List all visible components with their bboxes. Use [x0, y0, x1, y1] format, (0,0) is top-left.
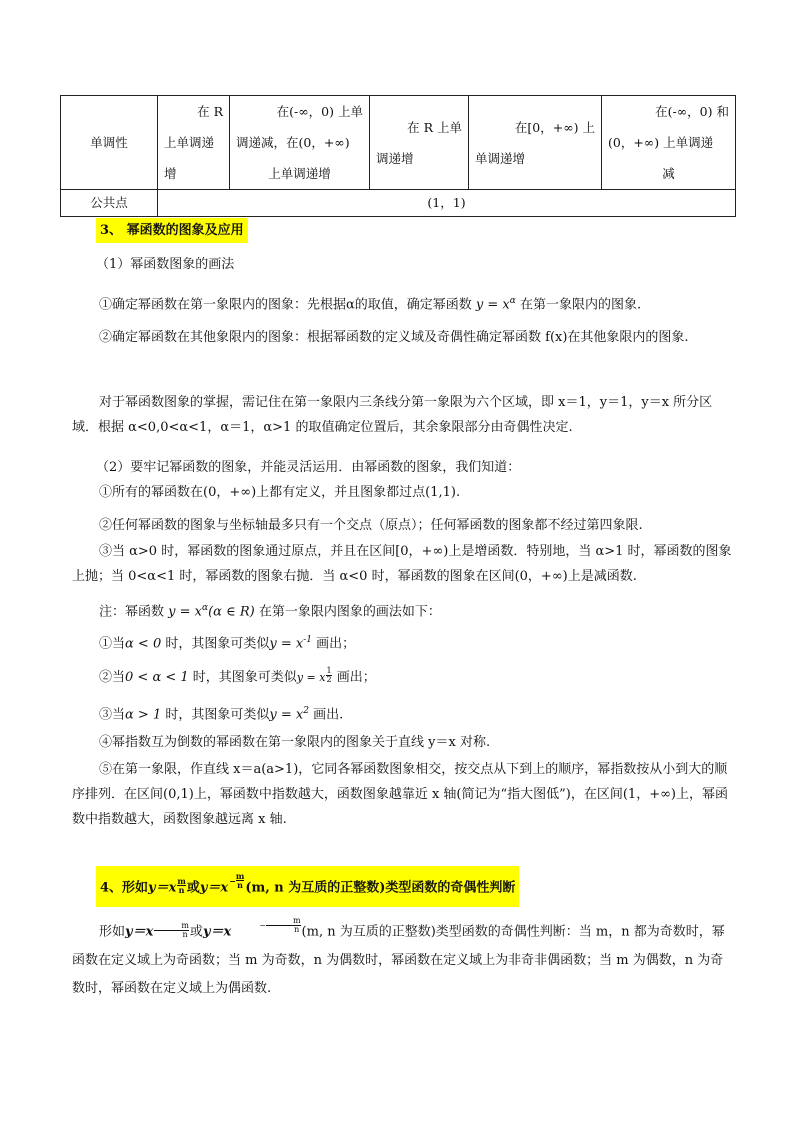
subheading-1: （1）幂函数图象的画法 — [96, 257, 235, 272]
table-cell: 在 R 上单 调递增 — [370, 96, 469, 190]
table-cell: 在 R 上单调递 增 — [158, 96, 230, 190]
table-row-monotonicity — [61, 96, 736, 190]
paragraph-2: ②确定幂函数在其他象限内的图象：根据幂函数的定义域及奇偶性确定幂函数 f(x)在其他象限内的图象. — [99, 330, 689, 345]
property-2: ②任何幂函数的图象与坐标轴最多只有一个交点（原点）；任何幂函数的图象都不经过第四象限. — [99, 518, 643, 533]
row-label-monotonicity: 单调性 — [61, 96, 158, 190]
note-item-4: ④幂指数互为倒数的幂函数在第一象限内的图象关于直线 y＝x 对称. — [99, 735, 491, 750]
paragraph-1: ①确定幂函数在第一象限内的图象：先根据α的取值，确定幂函数 $y = x^\alpha$ 在第一象限内的图象. — [99, 296, 642, 313]
subheading-2: （2）要牢记幂函数的图象，并能灵活运用．由幂函数的图象，我们知道： — [96, 460, 521, 475]
section-4-body: 形如y＝x $\frac{m}{n}$ 或y＝x − $\frac{m}{n}$ (m, n 为互质的正整数)类型函数的奇偶性判断：当 m，n 都为奇数时，幂函数在定义域上为奇函数；当 m 为奇数，n 为偶数时，幂函数在定义域上为非奇非偶函数；当 m 为偶数，n 为奇数时，幂函数在定义域上为偶函数. — [72, 916, 725, 996]
section-3-heading: 3、 幂函数的图象及应用 — [96, 218, 248, 243]
table-cell: 在[0，+∞) 上 单调递增 — [469, 96, 602, 190]
property-3: ③当 α>0 时，幂函数的图象通过原点，并且在区间[0，+∞)上是增函数．特别地，当 α>1 时，幂函数的图象上抛；当 0<α<1 时，幂函数的图象右抛．当 α<0 时，幂函数的图象在区间(0，+∞)上是减函数. — [72, 544, 732, 584]
note-line: 注：幂函数 $y = x^\alpha(\alpha$ ∈ R) 在第一象限内图象的画法如下： — [99, 603, 441, 620]
section-3-heading-wrap — [96, 218, 756, 243]
paragraph-3: 对于幂函数图象的掌握，需记住在第一象限内三条线分第一象限为六个区域，即 x＝1，y＝1，y＝x 所分区域．根据 α<0,0<α<1，α＝1，α>1 的取值确定位置后，其余象限部分由奇偶性决定. — [72, 395, 713, 435]
section-4-heading-wrap — [96, 866, 756, 907]
note-item-1: ①当α < 0 时，其图象可类似$y = x^{-1}$ 画出； — [99, 635, 356, 652]
common-point-value: (1，1) — [158, 190, 736, 217]
note-item-5: ⑤在第一象限，作直线 x＝a(a>1)，它同各幂函数图象相交，按交点从下到上的顺序，幂指数按从小到大的顺序排列．在区间(0,1)上，幂函数中指数越大，函数图象越靠近 x 轴(简记为“指大图低”)，在区间(1，+∞)上，幂函数中指数越大，函数图象越远离 x 轴. — [72, 762, 728, 827]
note-item-3: ③当α > 1 时，其图象可类似$y = x^2$ 画出. — [99, 706, 344, 723]
table-row-common-point — [61, 190, 736, 217]
table-cell: 在(-∞，0) 和 (0，+∞) 上单调递 减 — [602, 96, 736, 190]
property-1: ①所有的幂函数在(0，+∞)上都有定义，并且图象都过点(1,1). — [99, 485, 461, 500]
section-4-heading: 4、形如y＝x $\frac{m}{n}$ 或y＝x − $\frac{m}{n}$ (m, n 为互质的正整数)类型函数的奇偶性判断 — [96, 866, 519, 907]
power-function-properties-table — [60, 95, 736, 217]
note-item-2: ②当0 < α < 1 时，其图象可类似y = x $\frac{1}{2}$ 画出； — [99, 666, 376, 685]
table-cell: 在(-∞，0) 上单 调递减，在(0，+∞) 上单调递增 — [230, 96, 370, 190]
row-label-common-point: 公共点 — [61, 190, 158, 217]
